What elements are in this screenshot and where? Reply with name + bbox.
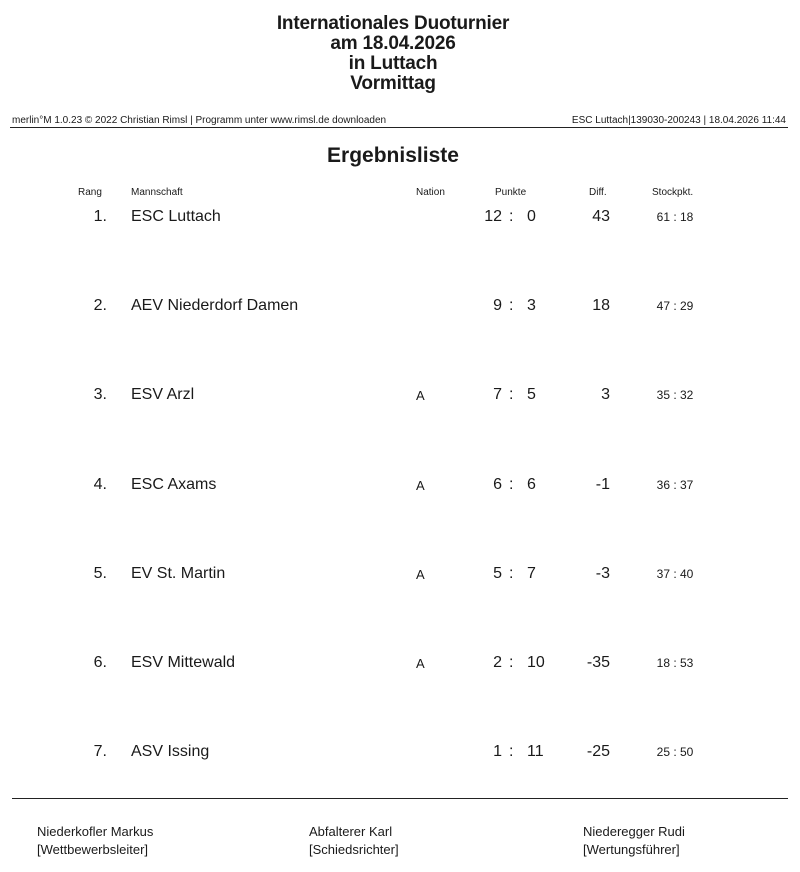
column-header-stockpkt: Stockpkt. [652, 187, 694, 198]
signature-name: Niederkofler Markus [37, 824, 154, 839]
rank-cell: 2. [93, 297, 107, 314]
nation-cell: A [416, 567, 425, 582]
signature-role: [Wettbewerbsleiter] [37, 842, 149, 857]
points-won-cell: 12 [484, 208, 502, 225]
points-won-cell: 7 [493, 386, 502, 403]
points-separator: : [509, 297, 514, 314]
points-separator: : [509, 476, 514, 493]
signature-wertungsfuehrer [583, 823, 685, 859]
signature-schiedsrichter [309, 823, 399, 859]
table-row [0, 297, 800, 327]
software-info: merlin°M 1.0.23 © 2022 Christian Rimsl | Programm unter www.rimsl.de downloaden [12, 115, 387, 126]
diff-cell: -3 [595, 565, 610, 582]
nation-cell: A [416, 656, 425, 671]
nation-cell: A [416, 478, 425, 493]
diff-cell: -1 [595, 476, 610, 493]
results-heading: Ergebnisliste [327, 144, 459, 167]
column-header-mannschaft: Mannschaft [131, 187, 183, 198]
signature-role: [Wertungsführer] [583, 842, 680, 857]
column-header-rang: Rang [78, 187, 102, 198]
points-won-cell: 6 [493, 476, 502, 493]
column-header-punkte: Punkte [495, 187, 527, 198]
table-row [0, 476, 800, 506]
header-divider [10, 127, 788, 128]
team-cell: AEV Niederdorf Damen [131, 297, 299, 314]
points-won-cell: 9 [493, 297, 502, 314]
team-cell: ESC Axams [131, 476, 217, 493]
points-lost-cell: 7 [527, 565, 536, 582]
signature-role: [Schiedsrichter] [309, 842, 399, 857]
rank-cell: 1. [93, 208, 107, 225]
stockpkt-cell: 35 : 32 [656, 388, 694, 402]
signature-name: Abfalterer Karl [309, 824, 393, 839]
diff-cell: -35 [586, 654, 610, 671]
title-line-3: in Luttach [348, 53, 438, 74]
points-lost-cell: 11 [527, 743, 544, 760]
points-lost-cell: 3 [527, 297, 536, 314]
diff-cell: 18 [592, 297, 610, 314]
team-cell: ESV Arzl [131, 386, 195, 403]
points-lost-cell: 10 [527, 654, 545, 671]
points-lost-cell: 0 [527, 208, 536, 225]
team-cell: ESV Mittewald [131, 654, 236, 671]
points-separator: : [509, 386, 514, 403]
stockpkt-cell: 25 : 50 [656, 745, 694, 759]
points-separator: : [509, 743, 514, 760]
points-separator: : [509, 654, 514, 671]
rank-cell: 7. [93, 743, 107, 760]
column-header-nation: Nation [416, 187, 445, 198]
signature-wettbewerbsleiter [37, 823, 153, 859]
points-lost-cell: 6 [527, 476, 536, 493]
rank-cell: 3. [93, 386, 107, 403]
title-line-2: am 18.04.2026 [330, 33, 456, 54]
stockpkt-cell: 18 : 53 [656, 656, 694, 670]
points-won-cell: 2 [493, 654, 502, 671]
stockpkt-cell: 37 : 40 [656, 567, 694, 581]
points-won-cell: 5 [493, 565, 502, 582]
table-row [0, 565, 800, 595]
points-separator: : [509, 565, 514, 582]
title-line-4: Vormittag [350, 73, 436, 94]
signature-name: Niederegger Rudi [583, 824, 685, 839]
team-cell: EV St. Martin [131, 565, 226, 582]
stockpkt-cell: 61 : 18 [656, 210, 694, 224]
table-row [0, 654, 800, 684]
column-header-diff: Diff. [589, 187, 607, 198]
table-row [0, 208, 800, 238]
diff-cell: -25 [586, 743, 610, 760]
diff-cell: 3 [601, 386, 610, 403]
event-info: ESC Luttach|139030-200243 | 18.04.2026 11:44 [571, 115, 786, 126]
nation-cell: A [416, 388, 425, 403]
team-cell: ESC Luttach [131, 208, 221, 225]
stockpkt-cell: 47 : 29 [656, 299, 694, 313]
footer-divider [12, 798, 788, 799]
team-cell: ASV Issing [131, 743, 210, 760]
stockpkt-cell: 36 : 37 [656, 478, 694, 492]
diff-cell: 43 [592, 208, 610, 225]
title-line-1: Internationales Duoturnier [276, 13, 510, 34]
points-won-cell: 1 [493, 743, 502, 760]
document-title [0, 14, 786, 94]
rank-cell: 4. [93, 476, 107, 493]
rank-cell: 5. [93, 565, 107, 582]
points-lost-cell: 5 [527, 386, 536, 403]
table-row [0, 386, 800, 416]
table-row [0, 743, 800, 773]
points-separator: : [509, 208, 514, 225]
rank-cell: 6. [93, 654, 107, 671]
